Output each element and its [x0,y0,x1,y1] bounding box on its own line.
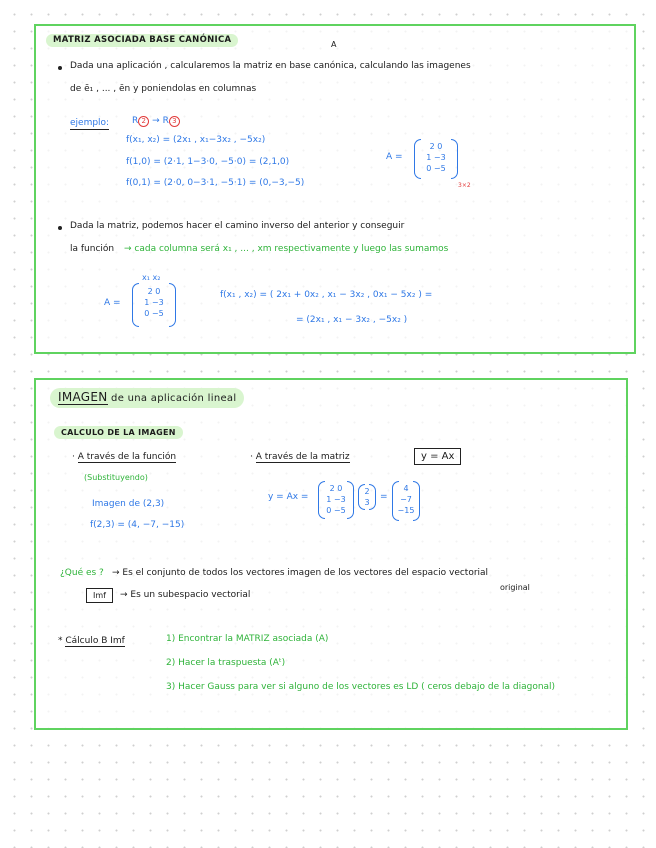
bullet-2 [58,226,62,230]
matrix-a-row: 1 −3 [426,153,446,162]
matrix3-row: 2 0 [329,484,343,493]
mapping-domain [132,116,180,127]
matrix-a-mark: A [331,40,337,49]
matrix-a-label: A = [386,152,403,162]
calc-basis-title: Cálculo B Imf [65,636,125,646]
domain-r: R [132,116,139,126]
via-matrix-label: A través de la matriz [255,452,350,462]
vector-x-row: 3 [364,498,370,507]
what-is-a: → Es el conjunto de todos los vectores imagen de los vectores del espacio vectorial [112,568,489,578]
via-matrix: · A través de la matriz [250,452,350,462]
imf-desc: → Es un subespacio vectorial [120,590,251,600]
via-function: · A través de la función [72,452,177,462]
result-eq: = [380,492,388,502]
domain-exponent: 2 [138,116,149,127]
y-ax-eq: y = Ax = [268,492,309,502]
vector-y-row: −7 [400,495,412,504]
matrix-a-row: 0 −5 [426,164,446,173]
image-calc: f(2,3) = (4, −7, −15) [90,520,185,530]
calc-basis: * Cálculo B Imf [58,636,125,646]
bullet-1 [58,66,62,70]
step-2: 2) Hacer la traspuesta (Aᵗ) [166,658,286,668]
matrix-a [414,139,458,179]
matrix-dim: 3×2 [458,182,471,189]
section-matriz-asociada [34,24,636,354]
section2-title [50,388,244,408]
title-rest: de una aplicación lineal [107,393,237,404]
matrix2-cols: x₁ x₂ [142,273,161,282]
s1-bullet2-line2b: → cada columna será x₁ , ... , xm respectivamente y luego las sumamos [124,244,449,254]
f2-line2: = (2x₁ , x₁ − 3x₂ , −5x₂ ) [296,315,408,325]
matrix-a-2 [132,283,176,327]
matrix-a-3 [318,481,354,519]
vector-y [392,481,420,521]
codomain-exponent: 3 [169,116,180,127]
matrix2-row: 2 0 [147,287,161,296]
original-word: original [500,583,530,592]
vector-x [358,484,376,510]
title-imagen: IMAGEN [58,390,108,404]
codomain-r: R [162,116,169,126]
vector-x-row: 2 [364,487,370,496]
vector-y-row: 4 [403,484,409,493]
s1-line2: de ē₁ , ... , ēn y poniendolas en columnas [70,84,257,94]
matrix2-label: A = [104,298,121,308]
matrix2-row: 1 −3 [144,298,164,307]
via-function-label: A través de la función [77,452,177,462]
section1-title: MATRIZ ASOCIADA BASE CANÓNICA [46,34,238,47]
s1-bullet2-line2a: la función [70,244,115,254]
calc-image-subtitle: CALCULO DE LA IMAGEN [54,426,183,439]
map-arrow: → [152,116,160,126]
vector-y-row: −15 [397,506,415,515]
f2-line1: f(x₁ , x₂) = ( 2x₁ + 0x₂ , x₁ − 3x₂ , 0x₁ − 5x₂ ) = [220,290,433,300]
substituting: (Substituyendo) [84,473,148,482]
f-definition: f(x₁, x₂) = (2x₁ , x₁−3x₂ , −5x₂) [126,135,266,145]
example-label: ejemplo: [70,118,110,128]
s1-line1: Dada una aplicación , calcularemos la matriz en base canónica, calculando las imagenes [70,61,471,71]
matrix2-row: 0 −5 [144,309,164,318]
matrix3-row: 1 −3 [326,495,346,504]
matrix-a-row: 2 0 [429,142,443,151]
y-ax-box: y = Ax [414,448,461,465]
f-e2: f(0,1) = (2·0, 0−3·1, −5·1) = (0,−3,−5) [126,178,305,188]
step-1: 1) Encontrar la MATRIZ asociada (A) [166,634,329,644]
matrix3-row: 0 −5 [326,506,346,515]
s1-bullet2-line1: Dada la matriz, podemos hacer el camino inverso del anterior y conseguir [70,221,405,231]
f-e1: f(1,0) = (2·1, 1−3·0, −5·0) = (2,1,0) [126,157,290,167]
step-3: 3) Hacer Gauss para ver si alguno de los vectores es LD ( ceros debajo de la diagonal) [166,682,556,692]
what-is-q: ¿Qué es ? [60,568,104,578]
image-of: Imagen de (2,3) [92,499,165,509]
imf-box: Imf [86,588,113,603]
